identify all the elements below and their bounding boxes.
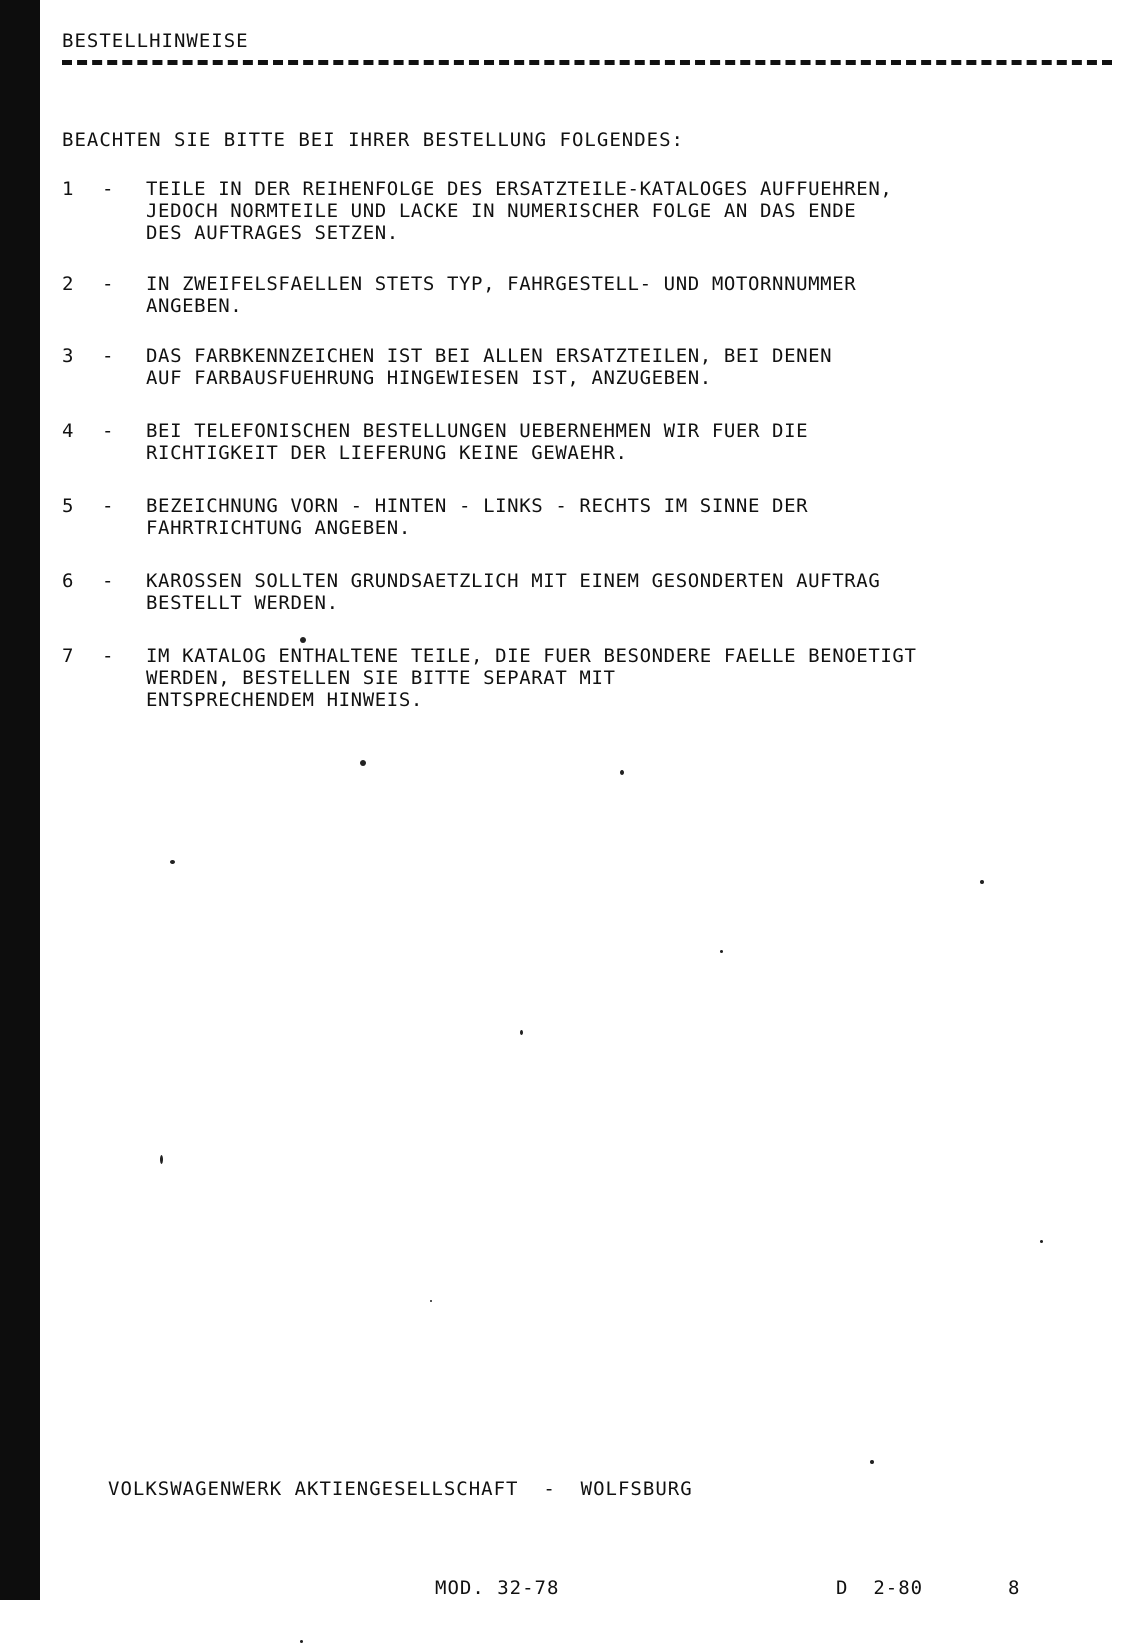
- item-text: TEILE IN DER REIHENFOLGE DES ERSATZTEILE-KATALOGES AUFFUEHREN, JEDOCH NORMTEILE UND LACKE IN NUMERISCHER FOLGE AN DAS ENDE DES AUFTRAGES SETZEN.: [146, 178, 893, 244]
- document-title: BESTELLHINWEISE: [62, 30, 249, 52]
- footer-page-number: 8: [1008, 1577, 1020, 1599]
- item-text: DAS FARBKENNZEICHEN IST BEI ALLEN ERSATZTEILEN, BEI DENEN AUF FARBAUSFUEHRUNG HINGEWIESEN IST, ANZUGEBEN.: [146, 345, 833, 389]
- item-text: KAROSSEN SOLLTEN GRUNDSAETZLICH MIT EINEM GESONDERTEN AUFTRAG BESTELLT WERDEN.: [146, 570, 881, 614]
- item-text: BEZEICHNUNG VORN - HINTEN - LINKS - RECHTS IM SINNE DER FAHRTRICHTUNG ANGEBEN.: [146, 495, 809, 539]
- item-dash: -: [102, 570, 115, 592]
- item-number: 4: [62, 420, 75, 442]
- item-text: BEI TELEFONISCHEN BESTELLUNGEN UEBERNEHMEN WIR FUER DIE RICHTIGKEIT DER LIEFERUNG KEINE GEWAEHR.: [146, 420, 809, 464]
- item-number: 5: [62, 495, 75, 517]
- item-number: 1: [62, 178, 75, 200]
- item-dash: -: [102, 420, 115, 442]
- intro-text: BEACHTEN SIE BITTE BEI IHRER BESTELLUNG FOLGENDES:: [62, 129, 684, 151]
- dashed-separator: [62, 60, 1112, 65]
- item-number: 3: [62, 345, 75, 367]
- scan-border: [0, 0, 40, 1600]
- item-number: 6: [62, 570, 75, 592]
- item-text: IM KATALOG ENTHALTENE TEILE, DIE FUER BESONDERE FAELLE BENOETIGT WERDEN, BESTELLEN SIE BITTE SEPARAT MIT ENTSPRECHENDEM HINWEIS.: [146, 645, 917, 711]
- item-number: 2: [62, 273, 75, 295]
- item-text: IN ZWEIFELSFAELLEN STETS TYP, FAHRGESTELL- UND MOTORNNUMMER ANGEBEN.: [146, 273, 857, 317]
- item-dash: -: [102, 345, 115, 367]
- item-dash: -: [102, 495, 115, 517]
- item-number: 7: [62, 645, 75, 667]
- company-name: VOLKSWAGENWERK AKTIENGESELLSCHAFT - WOLFSBURG: [108, 1478, 693, 1500]
- footer-model: MOD. 32-78: [435, 1577, 560, 1599]
- item-dash: -: [102, 645, 115, 667]
- footer-date: D 2-80: [836, 1577, 924, 1599]
- item-dash: -: [102, 178, 115, 200]
- item-dash: -: [102, 273, 115, 295]
